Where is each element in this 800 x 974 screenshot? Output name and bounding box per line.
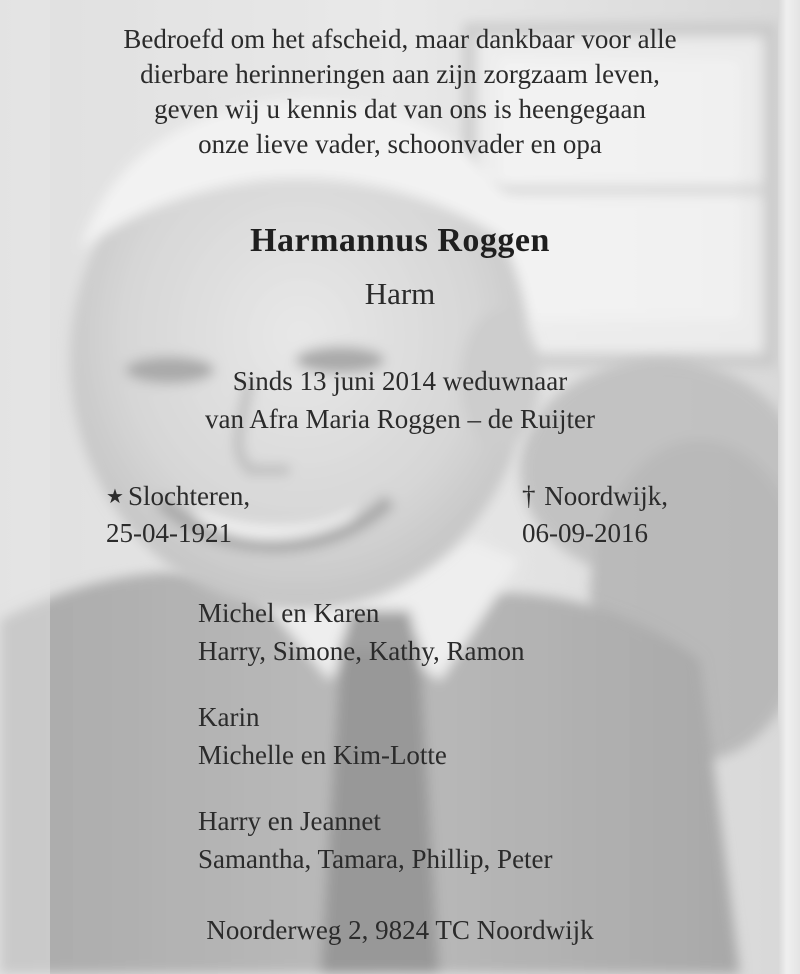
family-list <box>198 594 553 906</box>
family-couple: Michel en Karen <box>198 598 380 628</box>
family-couple: Harry en Jeannet <box>198 806 381 836</box>
death-place: Noordwijk, <box>544 481 668 511</box>
widower-line: van Afra Maria Roggen – de Ruijter <box>205 404 595 434</box>
family-couple: Karin <box>198 702 260 732</box>
intro-line: geven wij u kennis dat van ons is heengegaan <box>154 94 646 124</box>
birth-date: 25-04-1921 <box>106 518 232 548</box>
family-children: Harry, Simone, Kathy, Ramon <box>198 636 525 666</box>
family-group <box>198 698 553 774</box>
intro-line: Bedroefd om het afscheid, maar dankbaar voor alle <box>123 24 677 54</box>
paper-edge <box>778 0 800 974</box>
widower-text <box>40 362 760 438</box>
family-group <box>198 594 553 670</box>
family-children: Michelle en Kim-Lotte <box>198 740 447 770</box>
address: Noorderweg 2, 9824 TC Noordwijk <box>206 915 594 945</box>
star-icon: ★ <box>106 484 124 508</box>
deceased-full-name: Harmannus Roggen <box>250 222 550 259</box>
widower-line: Sinds 13 juni 2014 weduwnaar <box>232 366 568 396</box>
cross-icon: † <box>522 481 536 511</box>
intro-text <box>40 22 760 162</box>
birth-info <box>106 478 250 552</box>
birth-place: Slochteren, <box>127 481 251 511</box>
death-date: 06-09-2016 <box>522 518 648 548</box>
deceased-nickname: Harm <box>364 276 436 311</box>
death-info <box>522 478 668 552</box>
family-group <box>198 802 553 878</box>
family-children: Samantha, Tamara, Phillip, Peter <box>198 844 553 874</box>
intro-line: onze lieve vader, schoonvader en opa <box>198 129 602 159</box>
intro-line: dierbare herinneringen aan zijn zorgzaam leven, <box>140 59 660 89</box>
